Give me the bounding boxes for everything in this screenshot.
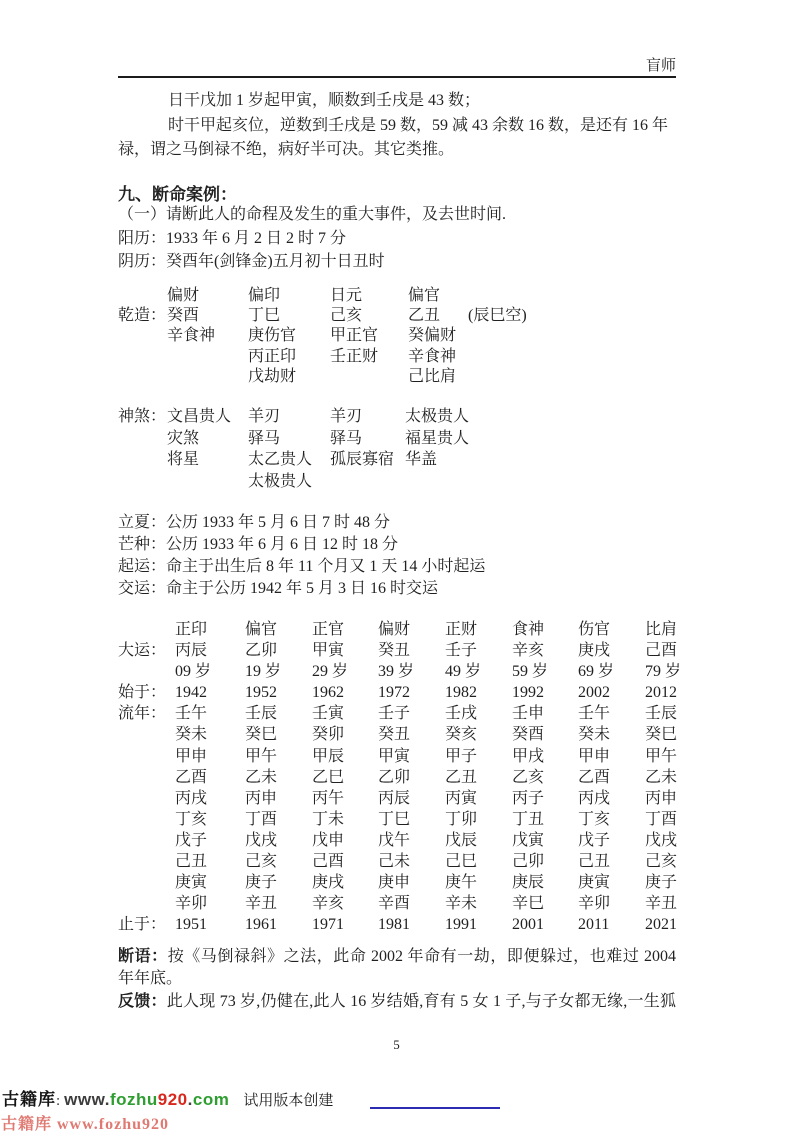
table-cell: 19 岁 bbox=[245, 663, 282, 681]
table-cell bbox=[118, 326, 167, 346]
table-cell bbox=[330, 471, 405, 493]
table-cell: 食神 bbox=[512, 621, 545, 638]
table-cell: 庚戌 bbox=[312, 874, 345, 892]
table-cell: 己未 bbox=[378, 853, 411, 871]
term-line: 起运：命主于出生后 8 年 11 个月又 1 天 14 小时起运 bbox=[118, 557, 486, 575]
watermark-trial-note: 试用版本创建 bbox=[243, 1093, 334, 1109]
table-cell: 庚子 bbox=[645, 874, 678, 892]
table-cell: 己亥 bbox=[330, 307, 363, 325]
table-cell: 己卯 bbox=[512, 853, 545, 871]
table-row bbox=[118, 872, 681, 893]
table-cell bbox=[167, 471, 248, 493]
table-cell bbox=[118, 661, 175, 682]
table-cell: 偏财 bbox=[378, 621, 411, 638]
table-cell: 辛食神 bbox=[167, 327, 216, 345]
table-cell: 甲午 bbox=[245, 747, 278, 765]
table-cell: 乙亥 bbox=[512, 768, 545, 786]
table-cell: 庚戌 bbox=[578, 642, 611, 660]
table-cell: 壬午 bbox=[578, 705, 611, 723]
table-cell: (辰巳空) bbox=[468, 307, 527, 325]
table-cell: 己比肩 bbox=[408, 367, 457, 385]
table-cell: 1961 bbox=[245, 916, 277, 934]
table-cell: 壬正财 bbox=[330, 347, 379, 365]
table-cell: 丙辰 bbox=[175, 642, 208, 660]
table-cell: 甲子 bbox=[445, 747, 478, 765]
table-row bbox=[118, 788, 681, 809]
table-cell: 甲正官 bbox=[330, 327, 379, 345]
table-cell: 戊子 bbox=[175, 831, 208, 849]
table-cell: 乾造： bbox=[118, 307, 167, 325]
table-cell bbox=[118, 347, 167, 367]
dayun-liunian-table bbox=[118, 619, 681, 935]
table-cell: 69 岁 bbox=[578, 663, 615, 681]
watermark-url-www: www. bbox=[64, 1090, 110, 1109]
table-cell: 1962 bbox=[312, 684, 344, 702]
intro-line: 禄，谓之马倒禄不绝，病好半可决。其它类推。 bbox=[118, 141, 455, 158]
table-row bbox=[118, 724, 681, 745]
table-cell: 丁未 bbox=[312, 810, 345, 828]
table-cell: 太极贵人 bbox=[248, 472, 313, 490]
table-row bbox=[118, 306, 527, 326]
intro-line: 日干戊加 1 岁起甲寅，顺数到壬戌是 43 数； bbox=[168, 92, 481, 109]
table-cell: 丁丑 bbox=[512, 810, 545, 828]
case-solar-date: 阳历：1933 年 6 月 2 日 2 时 7 分 bbox=[118, 229, 347, 247]
table-cell: 乙未 bbox=[245, 768, 278, 786]
table-cell: 丙申 bbox=[245, 789, 278, 807]
table-cell: 戊午 bbox=[378, 831, 411, 849]
table-cell: 太乙贵人 bbox=[248, 451, 313, 469]
table-cell: 神煞： bbox=[118, 408, 167, 425]
table-cell: 癸卯 bbox=[312, 726, 345, 744]
table-cell: 止于： bbox=[118, 916, 167, 934]
table-row bbox=[118, 367, 527, 387]
table-row bbox=[118, 893, 681, 914]
header-rule bbox=[118, 76, 676, 78]
table-cell: 壬辰 bbox=[645, 705, 678, 723]
case-question: （一）请断此人的命程及发生的重大事件，及去世时间. bbox=[118, 206, 507, 223]
table-row bbox=[118, 406, 469, 428]
table-cell: 驿马 bbox=[330, 429, 363, 447]
case-lunar-date: 阴历：癸酉年(剑锋金)五月初十日丑时 bbox=[118, 253, 385, 271]
table-cell: 驿马 bbox=[248, 429, 281, 447]
table-cell: 将星 bbox=[167, 451, 200, 469]
table-cell: 己巳 bbox=[445, 853, 478, 871]
table-cell: 丁卯 bbox=[445, 810, 478, 828]
watermark-colon: : bbox=[56, 1093, 61, 1109]
table-cell: 2011 bbox=[578, 916, 610, 934]
table-cell: 日元 bbox=[330, 287, 363, 304]
table-cell: 乙未 bbox=[645, 768, 678, 786]
verdict-line bbox=[118, 946, 676, 968]
table-cell: 己亥 bbox=[245, 853, 278, 871]
table-cell: 09 岁 bbox=[175, 663, 212, 681]
table-cell: 1991 bbox=[445, 916, 477, 934]
table-cell: 甲申 bbox=[578, 747, 611, 765]
table-cell: 丙寅 bbox=[445, 789, 478, 807]
table-cell: 甲辰 bbox=[312, 747, 345, 765]
table-cell: 2021 bbox=[645, 916, 677, 934]
intro-line: 时干甲起亥位，逆数到壬戌是 59 数，59 减 43 余数 16 数，是还有 16 年 bbox=[168, 116, 669, 134]
watermark-url-920: 920 bbox=[157, 1090, 188, 1109]
term-line: 芒种：公历 1933 年 6 月 6 日 12 时 18 分 bbox=[118, 535, 399, 553]
table-cell: 1972 bbox=[378, 684, 410, 702]
watermark-ghost-red-line: 古籍库 www.fozhu920 bbox=[1, 1116, 170, 1133]
table-cell: 己亥 bbox=[645, 853, 678, 871]
table-cell: 戊劫财 bbox=[248, 367, 297, 385]
watermark bbox=[2, 1085, 333, 1109]
table-cell bbox=[118, 809, 175, 830]
table-cell: 丙申 bbox=[645, 789, 678, 807]
table-row bbox=[118, 640, 681, 661]
table-cell: 庚申 bbox=[378, 874, 411, 892]
table-row bbox=[118, 682, 681, 703]
table-cell bbox=[118, 830, 175, 851]
header-running-title: 盲师 bbox=[645, 58, 676, 74]
table-cell bbox=[118, 746, 175, 767]
table-cell: 1981 bbox=[378, 916, 410, 934]
table-cell: 己酉 bbox=[645, 642, 678, 660]
table-cell: 庚伤官 bbox=[248, 327, 297, 345]
table-cell: 丁巳 bbox=[248, 307, 281, 325]
table-cell: 甲寅 bbox=[378, 747, 411, 765]
table-cell bbox=[118, 286, 167, 306]
table-cell: 乙酉 bbox=[175, 768, 208, 786]
table-cell: 辛卯 bbox=[175, 895, 208, 913]
table-cell: 辛丑 bbox=[645, 895, 678, 913]
watermark-url-fozhu: fozhu bbox=[109, 1090, 158, 1109]
table-cell bbox=[118, 471, 167, 493]
intro-paragraph bbox=[118, 89, 680, 163]
table-cell: 戊申 bbox=[312, 831, 345, 849]
table-cell bbox=[118, 788, 175, 809]
table-cell: 丁亥 bbox=[175, 810, 208, 828]
verdict-line: 年年底。 bbox=[118, 970, 183, 988]
table-cell: 文昌贵人 bbox=[167, 408, 232, 425]
feedback-label: 反馈： bbox=[118, 993, 167, 1010]
table-cell: 癸巳 bbox=[245, 726, 278, 744]
verdict-text: 按《马倒禄斜》之法，此命 2002 年命有一劫，即便躲过，也难过 2004 bbox=[167, 948, 676, 965]
table-row bbox=[118, 746, 681, 767]
verdict-paragraph bbox=[118, 946, 676, 991]
table-cell: 偏财 bbox=[167, 287, 200, 304]
table-row bbox=[118, 286, 527, 306]
table-cell bbox=[118, 872, 175, 893]
table-cell: 丁酉 bbox=[245, 810, 278, 828]
table-cell bbox=[118, 893, 175, 914]
table-cell: 正财 bbox=[445, 621, 478, 638]
table-row bbox=[118, 914, 681, 935]
table-row bbox=[118, 347, 527, 367]
table-cell: 39 岁 bbox=[378, 663, 415, 681]
table-cell: 庚寅 bbox=[578, 874, 611, 892]
table-cell: 福星贵人 bbox=[405, 429, 470, 447]
table-cell: 59 岁 bbox=[512, 663, 549, 681]
table-cell: 辛亥 bbox=[312, 895, 345, 913]
table-cell: 丁亥 bbox=[578, 810, 611, 828]
table-cell: 己酉 bbox=[312, 853, 345, 871]
table-cell: 癸酉 bbox=[167, 307, 200, 325]
table-cell: 癸偏财 bbox=[408, 327, 457, 345]
table-cell: 癸未 bbox=[175, 726, 208, 744]
table-cell: 羊刃 bbox=[330, 408, 363, 425]
watermark-site-name: 古籍库 bbox=[2, 1090, 56, 1109]
table-cell: 乙丑 bbox=[445, 768, 478, 786]
table-cell: 甲午 bbox=[645, 747, 678, 765]
table-cell: 辛未 bbox=[445, 895, 478, 913]
table-cell: 庚子 bbox=[245, 874, 278, 892]
table-cell: 丙子 bbox=[512, 789, 545, 807]
table-cell: 乙酉 bbox=[578, 768, 611, 786]
table-cell bbox=[118, 449, 167, 471]
table-row bbox=[118, 471, 469, 493]
page-number: 5 bbox=[393, 1037, 400, 1052]
case-header-block bbox=[118, 203, 680, 274]
table-row bbox=[118, 619, 681, 640]
table-cell: 49 岁 bbox=[445, 663, 482, 681]
table-cell bbox=[118, 767, 175, 788]
table-row bbox=[118, 428, 469, 450]
table-cell: 乙卯 bbox=[245, 642, 278, 660]
table-cell: 戊戌 bbox=[245, 831, 278, 849]
table-cell: 壬辰 bbox=[245, 705, 278, 723]
table-cell: 丙午 bbox=[312, 789, 345, 807]
table-cell: 甲申 bbox=[175, 747, 208, 765]
table-cell: 丙正印 bbox=[248, 347, 297, 365]
table-cell: 己丑 bbox=[578, 853, 611, 871]
table-cell: 丁巳 bbox=[378, 810, 411, 828]
term-line: 交运：命主于公历 1942 年 5 月 3 日 16 时交运 bbox=[118, 579, 439, 597]
table-cell bbox=[118, 851, 175, 872]
table-cell: 流年： bbox=[118, 705, 167, 723]
table-cell: 丙辰 bbox=[378, 789, 411, 807]
table-cell: 己丑 bbox=[175, 853, 208, 871]
table-cell bbox=[330, 367, 408, 387]
table-cell: 灾煞 bbox=[167, 429, 200, 447]
qianzao-pillars-table bbox=[118, 286, 527, 387]
watermark-url-com: com bbox=[192, 1090, 230, 1109]
table-cell: 辛亥 bbox=[512, 642, 545, 660]
table-cell: 2001 bbox=[512, 916, 544, 934]
table-cell: 偏官 bbox=[245, 621, 278, 638]
table-cell: 癸酉 bbox=[512, 726, 545, 744]
feedback-paragraph bbox=[118, 991, 676, 1013]
table-cell: 1951 bbox=[175, 916, 207, 934]
watermark-url bbox=[64, 1090, 229, 1109]
table-row bbox=[118, 449, 469, 471]
table-cell: 乙巳 bbox=[312, 768, 345, 786]
table-cell: 2012 bbox=[645, 684, 677, 702]
table-cell: 癸巳 bbox=[645, 726, 678, 744]
table-cell: 正官 bbox=[312, 621, 345, 638]
table-cell: 乙丑 bbox=[408, 307, 441, 325]
table-row bbox=[118, 809, 681, 830]
table-cell: 偏印 bbox=[248, 287, 281, 304]
table-cell bbox=[118, 367, 167, 387]
table-cell: 1982 bbox=[445, 684, 477, 702]
table-cell: 戊戌 bbox=[645, 831, 678, 849]
table-cell: 比肩 bbox=[645, 621, 678, 638]
table-cell: 戊寅 bbox=[512, 831, 545, 849]
table-cell: 庚寅 bbox=[175, 874, 208, 892]
table-cell bbox=[118, 428, 167, 450]
table-row bbox=[118, 326, 527, 346]
table-cell: 癸丑 bbox=[378, 726, 411, 744]
table-cell: 丙戌 bbox=[175, 789, 208, 807]
table-cell: 辛酉 bbox=[378, 895, 411, 913]
table-cell: 甲寅 bbox=[312, 642, 345, 660]
table-cell: 壬午 bbox=[175, 705, 208, 723]
table-cell: 戊子 bbox=[578, 831, 611, 849]
table-cell: 癸未 bbox=[578, 726, 611, 744]
table-cell: 癸亥 bbox=[445, 726, 478, 744]
table-cell: 壬寅 bbox=[312, 705, 345, 723]
table-cell: 乙卯 bbox=[378, 768, 411, 786]
table-row bbox=[118, 703, 681, 724]
table-row bbox=[118, 851, 681, 872]
term-line: 立夏：公历 1933 年 5 月 6 日 7 时 48 分 bbox=[118, 514, 391, 531]
table-cell: 1942 bbox=[175, 684, 207, 702]
table-cell: 伤官 bbox=[578, 621, 611, 638]
feedback-text: 此人现 73 岁,仍健在,此人 16 岁结婚,育有 5 女 1 子,与子女都无缘,一生狐 bbox=[166, 993, 676, 1010]
watermark-url-dot: . bbox=[187, 1090, 193, 1109]
table-row bbox=[118, 661, 681, 682]
table-cell: 辛丑 bbox=[245, 895, 278, 913]
table-cell: 壬申 bbox=[512, 705, 545, 723]
table-cell: 癸丑 bbox=[378, 642, 411, 660]
verdict-label: 断语： bbox=[118, 948, 168, 965]
table-cell: 1971 bbox=[312, 916, 344, 934]
table-cell: 始于： bbox=[118, 684, 167, 702]
table-cell bbox=[167, 347, 248, 367]
table-cell: 庚辰 bbox=[512, 874, 545, 892]
watermark-underline bbox=[370, 1107, 500, 1109]
table-cell: 戊辰 bbox=[445, 831, 478, 849]
table-cell: 大运： bbox=[118, 642, 167, 660]
table-cell: 29 岁 bbox=[312, 663, 349, 681]
table-cell: 壬戌 bbox=[445, 705, 478, 723]
table-cell: 辛巳 bbox=[512, 895, 545, 913]
solar-terms-block bbox=[118, 512, 485, 600]
table-cell: 辛卯 bbox=[578, 895, 611, 913]
table-cell bbox=[167, 367, 248, 387]
table-cell: 丙戌 bbox=[578, 789, 611, 807]
shensha-table bbox=[118, 406, 469, 492]
feedback-line bbox=[118, 991, 676, 1013]
table-cell: 华盖 bbox=[405, 451, 438, 469]
table-row bbox=[118, 767, 681, 788]
table-cell: 偏官 bbox=[408, 287, 441, 304]
table-cell bbox=[118, 724, 175, 745]
table-cell: 辛食神 bbox=[408, 347, 457, 365]
table-cell: 壬子 bbox=[445, 642, 478, 660]
table-cell bbox=[118, 619, 175, 640]
section-title: 九、断命案例： bbox=[118, 185, 237, 204]
table-cell: 庚午 bbox=[445, 874, 478, 892]
table-row bbox=[118, 830, 681, 851]
table-cell: 孤辰寡宿 bbox=[330, 451, 395, 469]
table-cell: 2002 bbox=[578, 684, 610, 702]
table-cell: 甲戌 bbox=[512, 747, 545, 765]
table-cell: 79 岁 bbox=[645, 663, 682, 681]
table-cell: 丁酉 bbox=[645, 810, 678, 828]
table-cell: 壬子 bbox=[378, 705, 411, 723]
table-cell: 太极贵人 bbox=[405, 408, 470, 425]
table-cell: 1952 bbox=[245, 684, 277, 702]
table-cell: 正印 bbox=[175, 621, 208, 638]
table-cell: 羊刃 bbox=[248, 408, 281, 425]
table-cell: 1992 bbox=[512, 684, 544, 702]
